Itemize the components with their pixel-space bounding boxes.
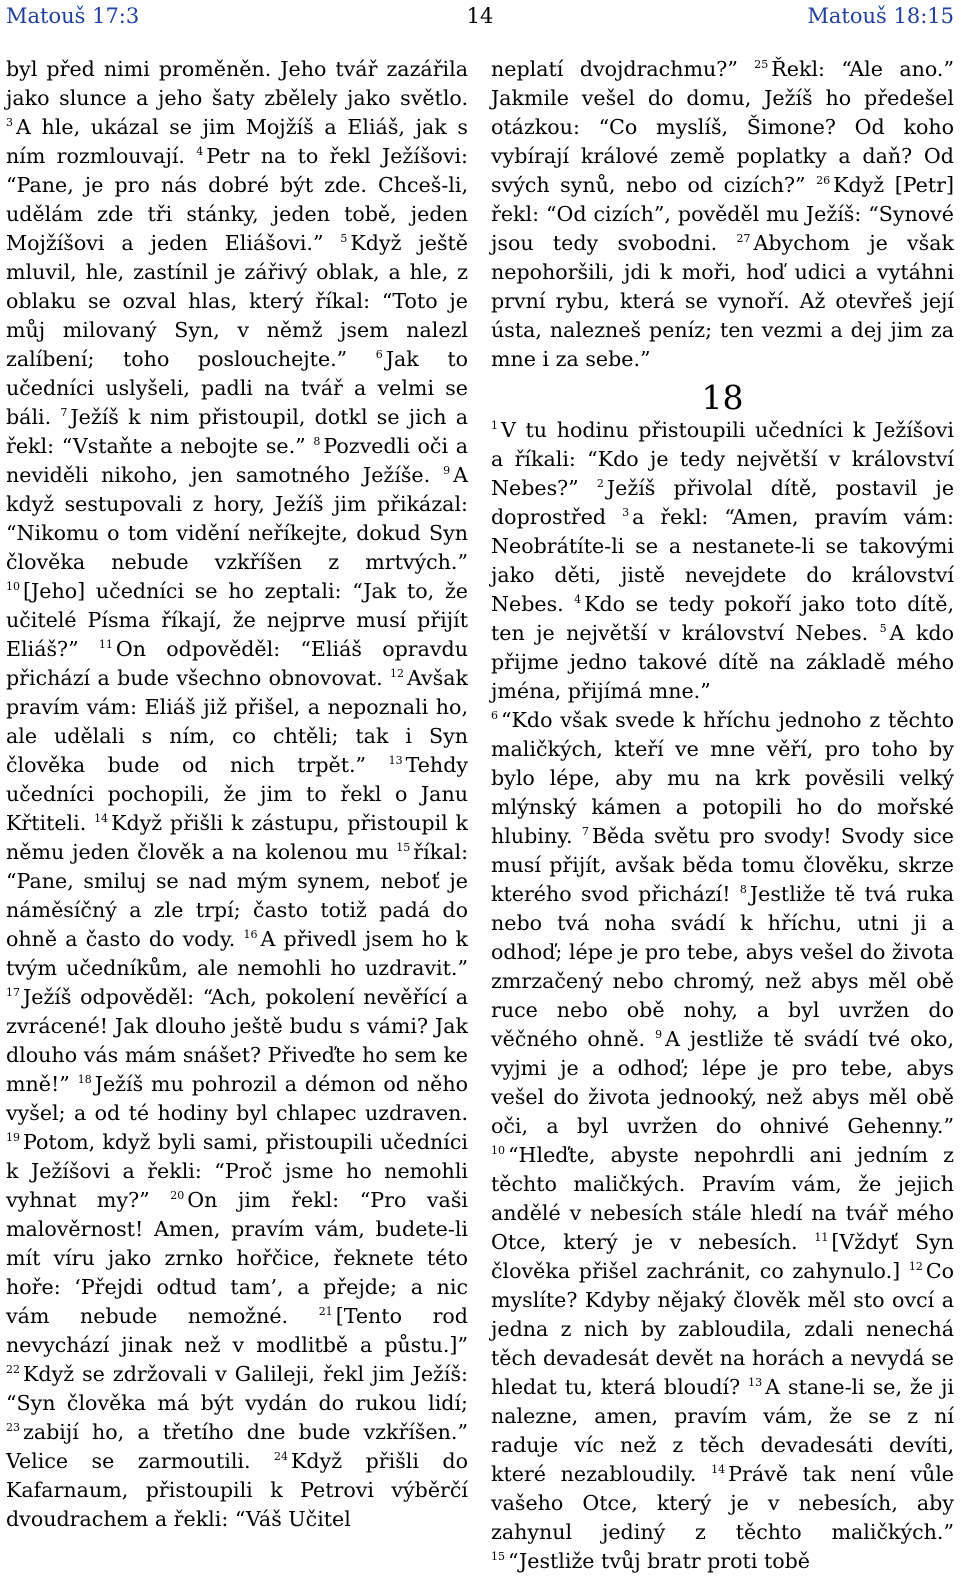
verse-text: A přivedl jsem ho k tvým učedníkům, ale nemohli ho uzdravit.”: [6, 927, 469, 980]
verse-text: a řekl: “Amen, pravím vám: Neobrátíte-li se a nestanete-li se takovými jako děti, jistě nevejdete do království Nebes.: [491, 505, 954, 616]
verse-text: Ježíš odpověděl: “Ach, pokolení nevěřící a zvrácené! Jak dlouho ještě budu s vámi? Jak dlouho vás mám snášet? Přiveďte ho sem ke mně!”: [6, 985, 468, 1096]
verse-number: 15: [491, 1550, 505, 1563]
verse-number: 4: [196, 145, 204, 158]
verse-number: 14: [94, 812, 109, 825]
verse-number: 10: [6, 580, 20, 593]
verse-text: Řekl: “Ale ano.” Jakmile vešel do domu, Ježíš ho předešel otázkou: “Co myslíš, Šimone? Od koho vybírají králové země poplatky a daň? Od svých synů, nebo od cizích?”: [491, 57, 954, 197]
scripture-text: [491, 416, 954, 1576]
verse-number: 16: [243, 928, 258, 941]
verse-text: [Tento rod nevychází jinak než v modlitbě a půstu.]”: [6, 1304, 468, 1357]
header-left-reference: Matouš 17:3: [6, 4, 140, 28]
verse-number: 9: [443, 464, 451, 477]
verse-text: Jak to učedníci uslyšeli, padli na tvář a velmi se báli.: [6, 347, 469, 429]
verse-text: Avšak pravím vám: Eliáš již přišel, a nepoznali ho, ale udělali s ním, co chtěli; tak i Syn člověka bude od nich trpět.”: [6, 666, 469, 777]
left-column: [6, 55, 468, 1534]
verse-number: 17: [6, 986, 20, 999]
verse-text: Když [Petr] řekl: “Od cizích”, pověděl mu Ježíš: “Synové jsou tedy svobodni.: [491, 173, 954, 255]
verse-number: 18: [77, 1073, 92, 1086]
verse-number: 2: [596, 477, 604, 490]
verse-number: 12: [390, 667, 405, 680]
verse-number: 10: [491, 1144, 505, 1157]
verse-number: 4: [574, 593, 582, 606]
verse-text: Co myslíte? Kdyby nějaký člověk měl sto ovcí a jedna z nich by zabloudila, zdali nenechá těch devadesát devět na horách a nevydá se hledat tu, která bloudí?: [491, 1259, 954, 1399]
verse-text: A hle, ukázal se jim Mojžíš a Eliáš, jak s ním rozmlouvají.: [6, 115, 468, 168]
right-column: [491, 55, 954, 1576]
verse-number: 27: [736, 232, 751, 245]
verse-number: 22: [6, 1363, 20, 1376]
verse-number: 20: [170, 1189, 185, 1202]
verse-text: V tu hodinu přistoupili učedníci k Ježíšovi a říkali: “Kdo je tedy největší v království Nebes?”: [491, 418, 954, 500]
verse-text: Abychom je však nepohoršili, jdi k moři, hoď udici a vytáhni první rybu, která se vynoří. Až otevřeš její ústa, nalezneš peníz; ten vezmi a dej jim za mne i za sebe.”: [491, 231, 954, 371]
verse-text: říkal: “Pane, smiluj se nad mým synem, neboť je náměsíčný a zle trpí; často totiž padá do ohně a často do vody.: [6, 840, 469, 951]
scripture-text: [6, 55, 468, 1534]
verse-text: A stane-li se, že ji nalezne, amen, pravím vám, že se z ní raduje víc než z těch devadesáti devíti, které nezabloudily.: [491, 1375, 954, 1486]
verse-text: Jestliže tě tvá ruka nebo tvá noha svádí k hříchu, utni ji a odhoď; lépe je pro tebe, abys vešel do života zmrzačený nebo chromý, než abys měl obě ruce nebo obě nohy, a byl uvržen do věčného ohně.: [491, 882, 954, 1051]
verse-text: Když ještě mluvil, hle, zastínil je zářivý oblak, a hle, z oblaku se ozval hlas, který říkal: “Toto je můj milovaný Syn, v němž jsem nalezl zalíbení; toho poslouchejte.”: [6, 231, 468, 371]
verse-number: 3: [6, 116, 13, 129]
header-right-reference: Matouš 18:15: [807, 4, 954, 28]
verse-text: Když přišli do Kafarnaum, přistoupili k Petrovi výběrčí dvoudrachem a řekli: “Váš Učitel: [6, 1449, 469, 1531]
verse-text: A kdo přijme jedno takové dítě na základě mého jména, přijímá mne.”: [491, 621, 954, 703]
verse-number: 23: [6, 1421, 20, 1434]
verse-text: “Jestliže tvůj bratr proti tobě: [508, 1549, 810, 1573]
verse-text: Kdo se tedy pokoří jako toto dítě, ten je největší v království Nebes.: [491, 592, 954, 645]
verse-text: Pozvedli oči a neviděli nikoho, jen samotného Ježíše.: [6, 434, 469, 487]
scripture-text: [491, 55, 954, 374]
verse-number: 11: [814, 1231, 829, 1244]
verse-number: 8: [739, 883, 747, 896]
verse-text: Právě tak není vůle vašeho Otce, který je v nebesích, aby zahynul jediný z těchto maličkých.”: [491, 1462, 954, 1544]
verse-number: 5: [879, 622, 887, 635]
verse-text: Ježíš mu pohrozil a démon od něho vyšel; a od té hodiny byl chlapec uzdraven.: [6, 1072, 468, 1125]
verse-text: A jestliže tě svádí tvé oko, vyjmi je a odhoď; lépe je pro tebe, abys vešel do života jednooký, než abys měl obě oči, a byl uvržen do ohnivé Gehenny.”: [491, 1027, 954, 1138]
verse-text: Potom, když byli sami, přistoupili učedníci k Ježíšovi a řekli: “Proč jsme ho nemohli vyhnat my?”: [6, 1130, 468, 1212]
verse-text: Petr na to řekl Ježíšovi: “Pane, je pro nás dobré být zde. Chceš-li, udělám zde tři stánky, jeden tobě, jeden Mojžíšovi a jeden Eliášovi.”: [6, 144, 468, 255]
verse-text: “Hleďte, abyste nepohrdli ani jedním z těchto maličkých. Pravím vám, že jejich andělé v nebesích stále hledí na tvář mého Otce, který je v nebesích.: [491, 1143, 954, 1254]
verse-text: A když sestupovali z hory, Ježíš jim přikázal: “Nikomu o tom vidění neříkejte, dokud Syn člověka nebude vzkříšen z mrtvých.”: [6, 463, 469, 574]
verse-number: 21: [318, 1305, 333, 1318]
verse-text: On odpověděl: “Eliáš opravdu přichází a bude všechno obnovovat.: [6, 637, 469, 690]
verse-number: 5: [340, 232, 348, 245]
verse-number: 24: [274, 1450, 289, 1463]
verse-number: 7: [60, 406, 68, 419]
verse-number: 1: [491, 419, 498, 432]
verse-text: Běda světu pro svody! Svody sice musí přijít, avšak běda tomu člověku, skrze kterého svod přichází!: [491, 824, 954, 906]
page-number: 14: [466, 4, 494, 28]
verse-number: 14: [711, 1463, 726, 1476]
verse-number: 13: [388, 754, 403, 767]
verse-number: 7: [581, 825, 589, 838]
chapter-number: 18: [701, 378, 744, 417]
verse-number: 13: [748, 1376, 763, 1389]
verse-text: Když přišli k zástupu, přistoupil k němu jeden člověk a na kolenou mu: [6, 811, 468, 864]
verse-number: 25: [754, 58, 769, 71]
verse-text: “Kdo však svede k hříchu jednoho z těchto maličkých, kteří ve mne věří, pro toho by bylo lépe, aby mu na krk pověsili velký mlýnský kámen a potopili ho do mořské hlubiny.: [491, 708, 954, 848]
verse-text: byl před nimi proměněn. Jeho tvář zazářila jako slunce a jeho šaty zbělely jako světlo.: [6, 57, 468, 110]
verse-text: [Vždyť Syn člověka přišel zachránit, co zahynulo.]: [491, 1230, 954, 1283]
verse-number: 26: [816, 174, 831, 187]
verse-number: 11: [98, 638, 113, 651]
verse-text: neplatí dvojdrachmu?”: [491, 57, 738, 81]
verse-number: 8: [313, 435, 321, 448]
verse-text: zabijí ho, a třetího dne bude vzkříšen.” Velice se zarmoutili.: [6, 1420, 468, 1473]
verse-text: Když se zdržovali v Galileji, řekl jim Ježíš: “Syn člověka má být vydán do rukou lidí;: [6, 1362, 468, 1415]
verse-number: 6: [375, 348, 383, 361]
verse-number: 3: [622, 506, 630, 519]
verse-number: 9: [655, 1028, 663, 1041]
verse-text: Tehdy učedníci pochopili, že jim to řekl o Janu Křtiteli.: [6, 753, 469, 835]
verse-number: 15: [396, 841, 411, 854]
verse-number: 12: [908, 1260, 923, 1273]
verse-text: Ježíš přivolal dítě, postavil je doprostřed: [491, 476, 955, 529]
verse-text: [Jeho] učedníci se ho zeptali: “Jak to, že učitelé Písma říkají, že nejprve musí přijít Eliáš?”: [6, 579, 468, 661]
verse-number: 6: [491, 709, 498, 722]
verse-text: Ježíš k nim přistoupil, dotkl se jich a řekl: “Vstaňte a nebojte se.”: [6, 405, 469, 458]
page-header: [0, 0, 960, 34]
verse-number: 19: [6, 1131, 20, 1144]
verse-text: On jim řekl: “Pro vaši malověrnost! Amen, pravím vám, budete-li mít víru jako zrnko hořčice, řeknete této hoře: ‘Přejdi odtud tam’, a přejde; a nic vám nebude nemožné.: [6, 1188, 468, 1328]
